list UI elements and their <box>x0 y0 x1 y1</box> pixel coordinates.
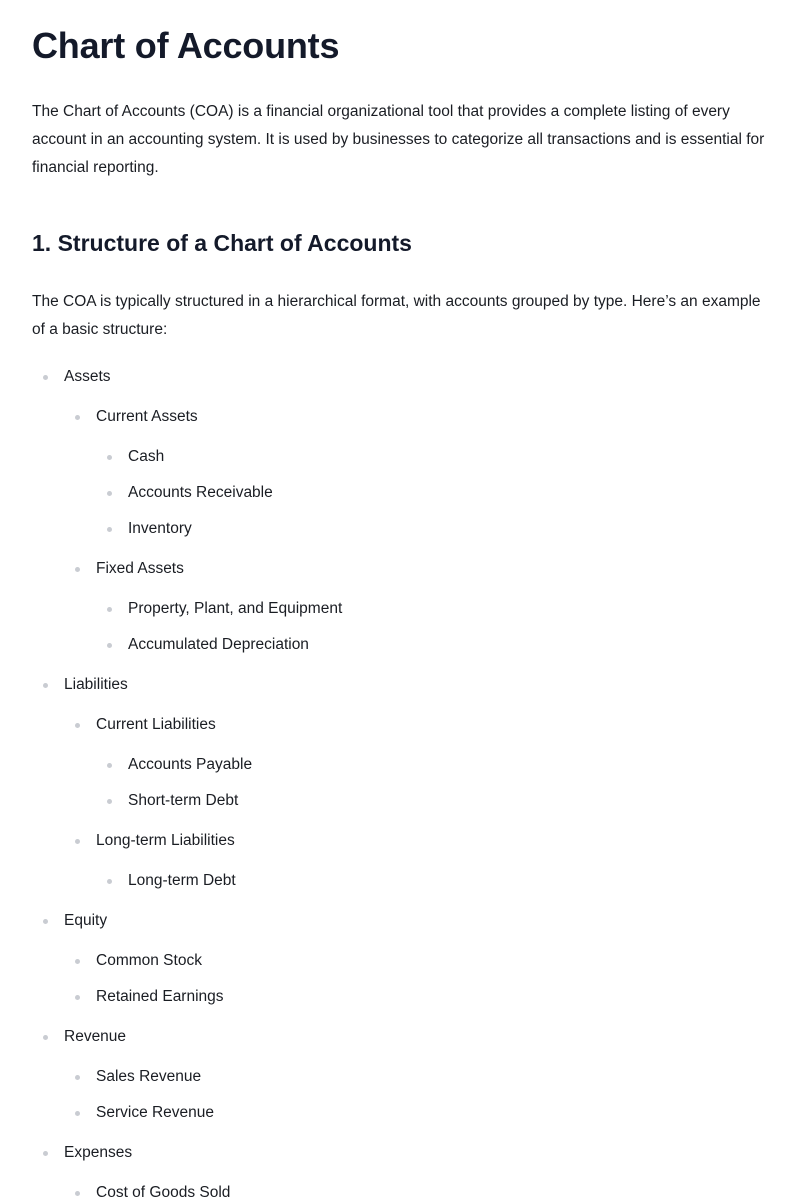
list-item-inventory <box>32 518 768 540</box>
list-item-service-revenue <box>32 1102 768 1124</box>
section-paragraph-structure: The COA is typically structured in a hierarchical format, with accounts grouped by type. Here’s an example of a basic structure: <box>32 293 761 338</box>
list-item-label: Current Assets <box>96 408 198 425</box>
bullet-icon <box>43 683 48 688</box>
list-item-accounts-receivable <box>32 482 768 504</box>
list-item-retained-earnings <box>32 986 768 1008</box>
bullet-icon <box>107 643 112 648</box>
bullet-icon <box>43 1151 48 1156</box>
bullet-icon <box>107 879 112 884</box>
bullet-icon <box>75 1075 80 1080</box>
list-item-equity <box>32 910 768 932</box>
list-item-label: Expenses <box>64 1144 133 1161</box>
list-item-label: Short-term Debt <box>128 792 239 809</box>
list-item-label: Service Revenue <box>96 1104 215 1121</box>
intro-paragraph: The Chart of Accounts (COA) is a financial organizational tool that provides a complete listing of every account in an accounting system. It is used by businesses to categorize all transactions and is essential for financial reporting. <box>32 103 765 176</box>
bullet-icon <box>107 455 112 460</box>
list-item-accounts-payable <box>32 754 768 776</box>
list-item-current-assets <box>32 406 768 428</box>
list-item-revenue <box>32 1026 768 1048</box>
list-item-label: Cash <box>128 448 165 465</box>
list-item-label: Fixed Assets <box>96 560 184 577</box>
list-item-long-term-debt <box>32 870 768 892</box>
bullet-icon <box>107 491 112 496</box>
bullet-icon <box>75 1191 80 1196</box>
bullet-icon <box>43 1035 48 1040</box>
bullet-icon <box>75 839 80 844</box>
list-item-long-term-liabilities <box>32 830 768 852</box>
list-item-label: Equity <box>64 912 108 929</box>
list-item-label: Long-term Debt <box>128 872 236 889</box>
list-item-label: Current Liabilities <box>96 716 216 733</box>
list-item-short-term-debt <box>32 790 768 812</box>
list-item-cash <box>32 446 768 468</box>
account-hierarchy-list <box>32 366 768 1200</box>
bullet-icon <box>107 527 112 532</box>
list-item-label: Common Stock <box>96 952 202 969</box>
list-item-fixed-assets <box>32 558 768 580</box>
list-item-expenses <box>32 1142 768 1164</box>
bullet-icon <box>43 375 48 380</box>
bullet-icon <box>75 415 80 420</box>
list-item-current-liabilities <box>32 714 768 736</box>
list-item-label: Accounts Payable <box>128 756 253 773</box>
bullet-icon <box>75 723 80 728</box>
list-item-label: Revenue <box>64 1028 127 1045</box>
list-item-common-stock <box>32 950 768 972</box>
page-title: Chart of Accounts <box>32 25 340 66</box>
bullet-icon <box>75 1111 80 1116</box>
bullet-icon <box>107 763 112 768</box>
list-item-liabilities <box>32 674 768 696</box>
list-item-label: Accounts Receivable <box>128 484 273 501</box>
bullet-icon <box>75 567 80 572</box>
list-item-ppe <box>32 598 768 620</box>
list-item-label: Retained Earnings <box>96 988 224 1005</box>
list-item-sales-revenue <box>32 1066 768 1088</box>
list-item-label: Accumulated Depreciation <box>128 636 309 653</box>
bullet-icon <box>107 607 112 612</box>
list-item-cost-of-goods-sold <box>32 1182 768 1200</box>
bullet-icon <box>43 919 48 924</box>
list-item-label: Cost of Goods Sold <box>96 1184 231 1200</box>
list-item-label: Sales Revenue <box>96 1068 202 1085</box>
bullet-icon <box>75 995 80 1000</box>
list-item-label: Liabilities <box>64 676 128 693</box>
section-heading-structure: 1. Structure of a Chart of Accounts <box>32 230 412 256</box>
list-item-label: Assets <box>64 368 111 385</box>
list-item-label: Property, Plant, and Equipment <box>128 600 343 617</box>
bullet-icon <box>107 799 112 804</box>
list-item-accumulated-depreciation <box>32 634 768 656</box>
list-item-assets <box>32 366 768 388</box>
bullet-icon <box>75 959 80 964</box>
list-item-label: Long-term Liabilities <box>96 832 235 849</box>
list-item-label: Inventory <box>128 520 192 537</box>
